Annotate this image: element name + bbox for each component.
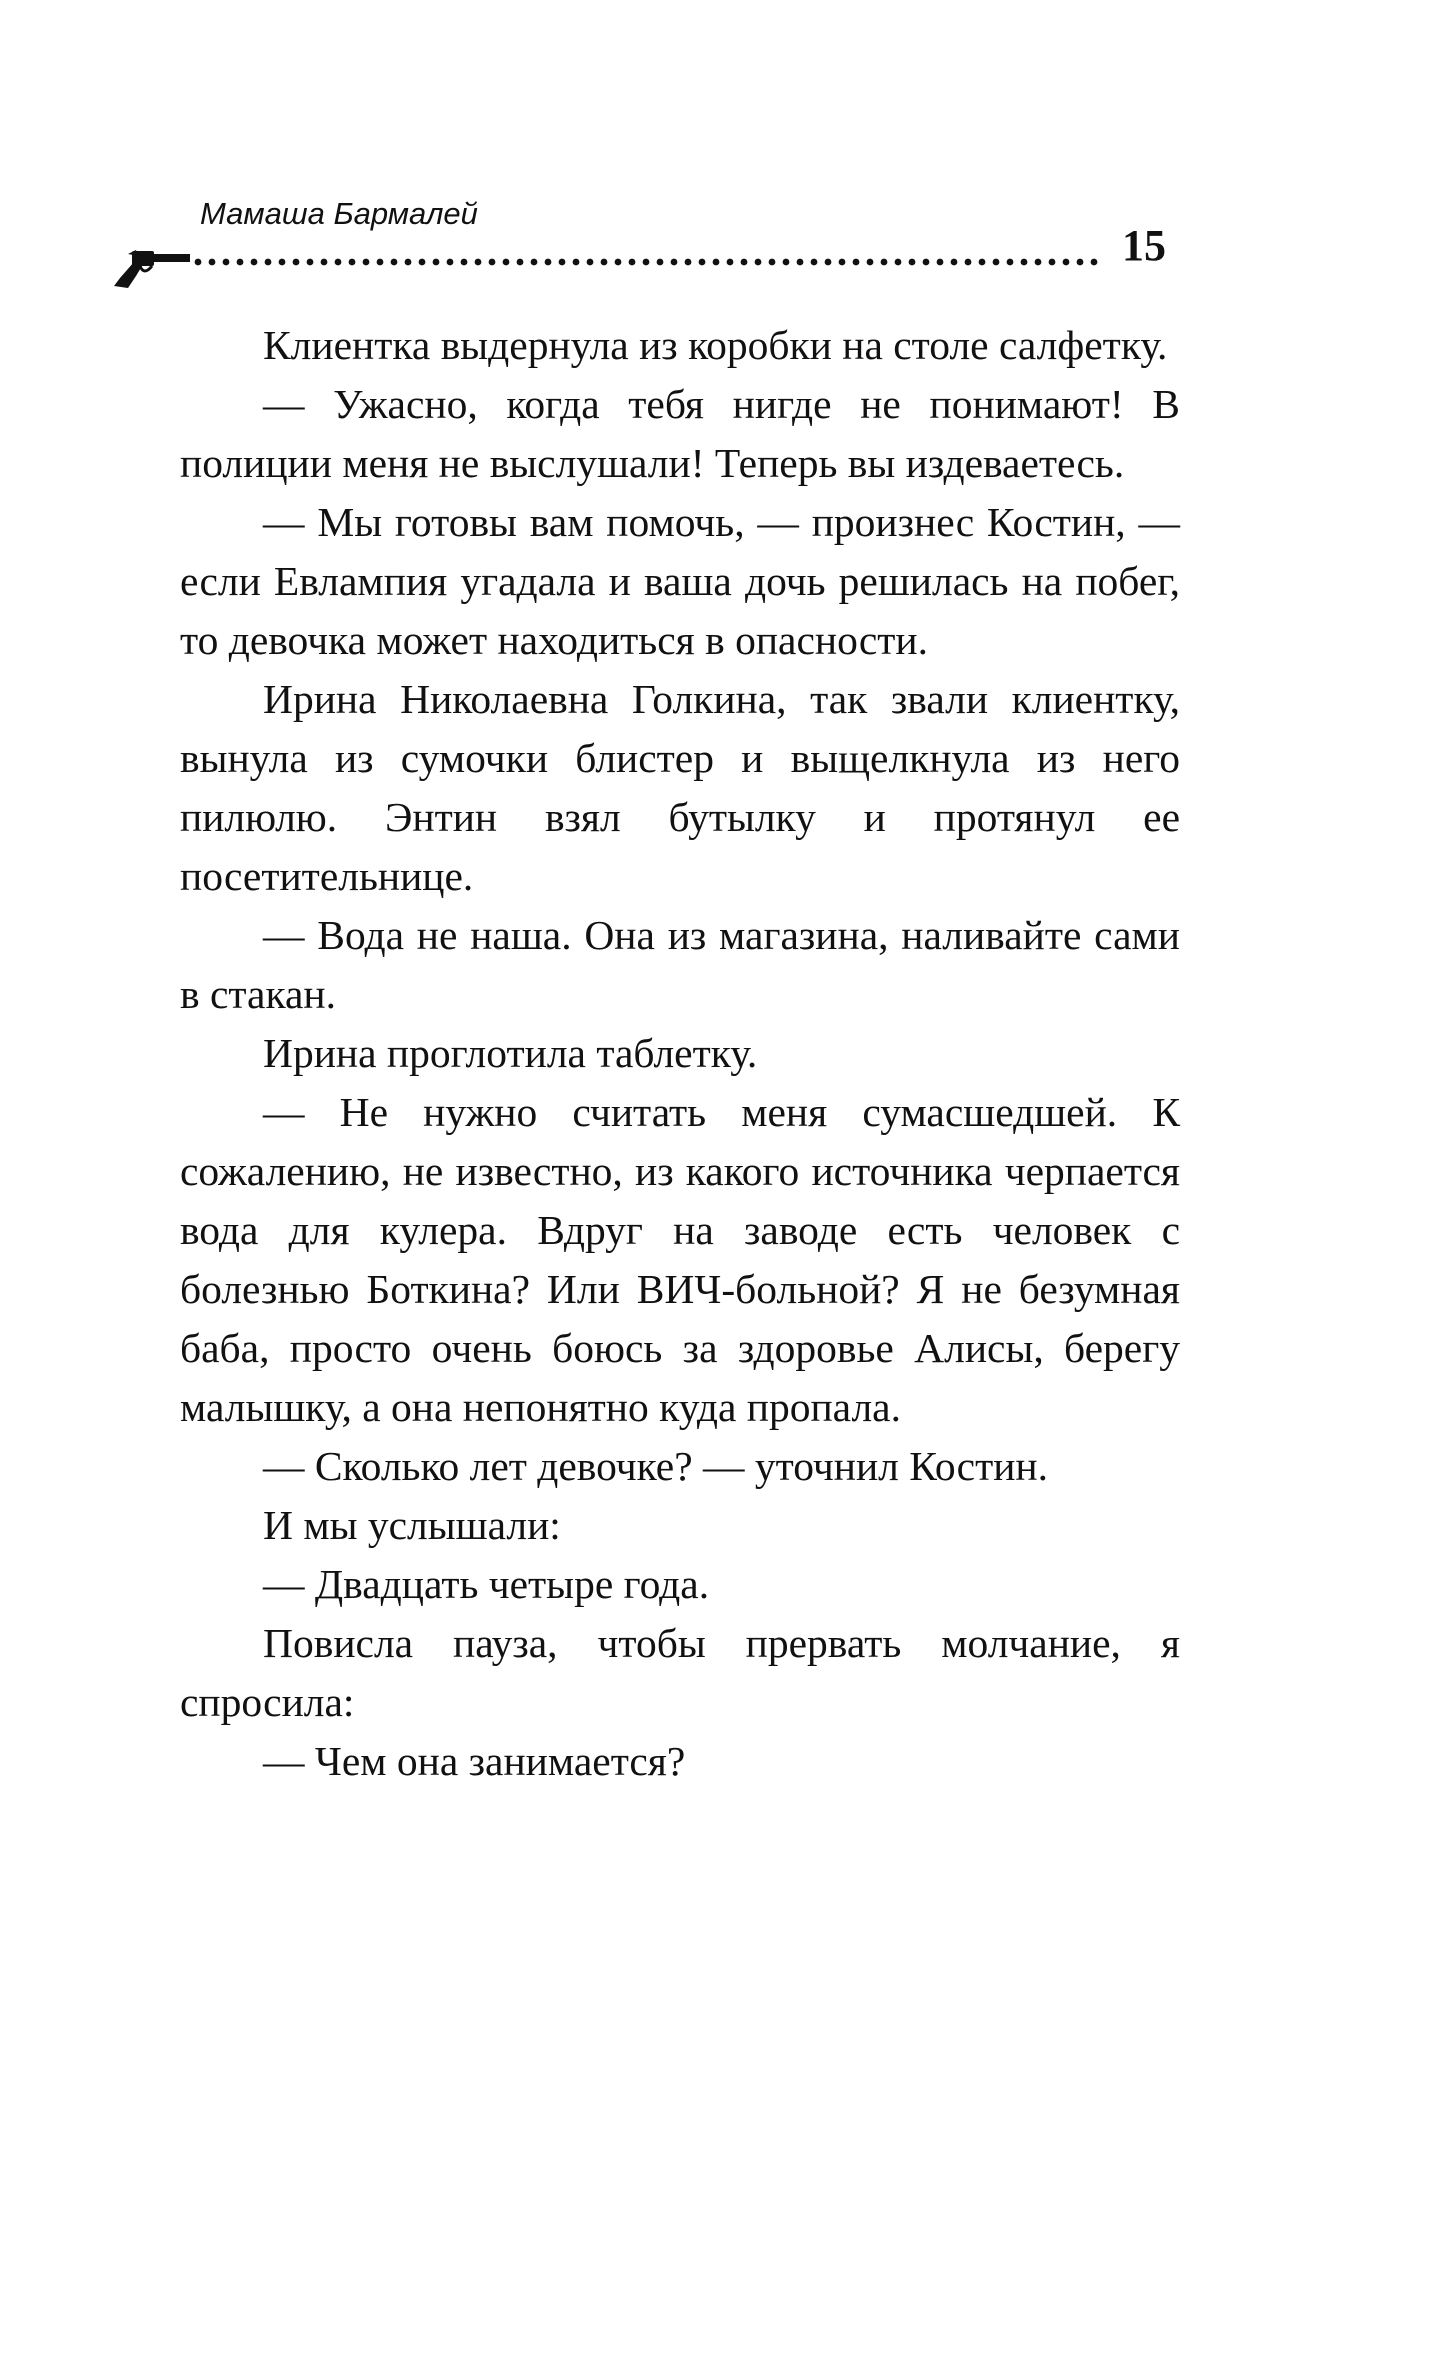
paragraph: Клиентка выдернула из коробки на столе салфетку. [263,322,1168,368]
paragraph: — Вода не наша. Она из магазина, наливайте сами в стакан. [180,912,1180,1017]
body-text [180,316,1180,1791]
running-head [110,196,1190,276]
paragraph: Ирина Николаевна Голкина, так звали клиентку, вынула из сумочки блистер и выщелкнула из него пилюлю. Энтин взял бутылку и протянул ее посетительнице. [180,676,1180,899]
paragraph: — Двадцать четыре года. [263,1561,710,1607]
paragraph: Ирина проглотила таблетку. [263,1030,758,1076]
paragraph: — Чем она занимается? [263,1738,686,1784]
pistol-icon [110,248,192,288]
paragraph: И мы услышали: [263,1502,561,1548]
book-title: Мамаша Бармалей [200,196,478,231]
page-number: 15 [1122,221,1166,270]
paragraph: — Ужасно, когда тебя нигде не понимают! В полиции меня не выслушали! Теперь вы издеваетесь. [180,381,1180,486]
paragraph: — Мы готовы вам помочь, — произнес Костин, — если Евлампия угадала и ваша дочь решилась на побег, то девочка может находиться в опасности. [180,499,1180,663]
dot-leader [194,258,1102,266]
paragraph: — Сколько лет девочке? — уточнил Костин. [263,1443,1049,1489]
paragraph: — Не нужно считать меня сумасшедшей. К сожалению, не известно, из какого источника черпается вода для кулера. Вдруг на заводе есть человек с болезнью Боткина? Или ВИЧ-больной? Я не безумная баба, просто очень боюсь за здоровье Алисы, берегу малышку, а она непонятно куда пропала. [180,1089,1180,1430]
paragraph: Повисла пауза, чтобы прервать молчание, я спросила: [180,1620,1180,1725]
